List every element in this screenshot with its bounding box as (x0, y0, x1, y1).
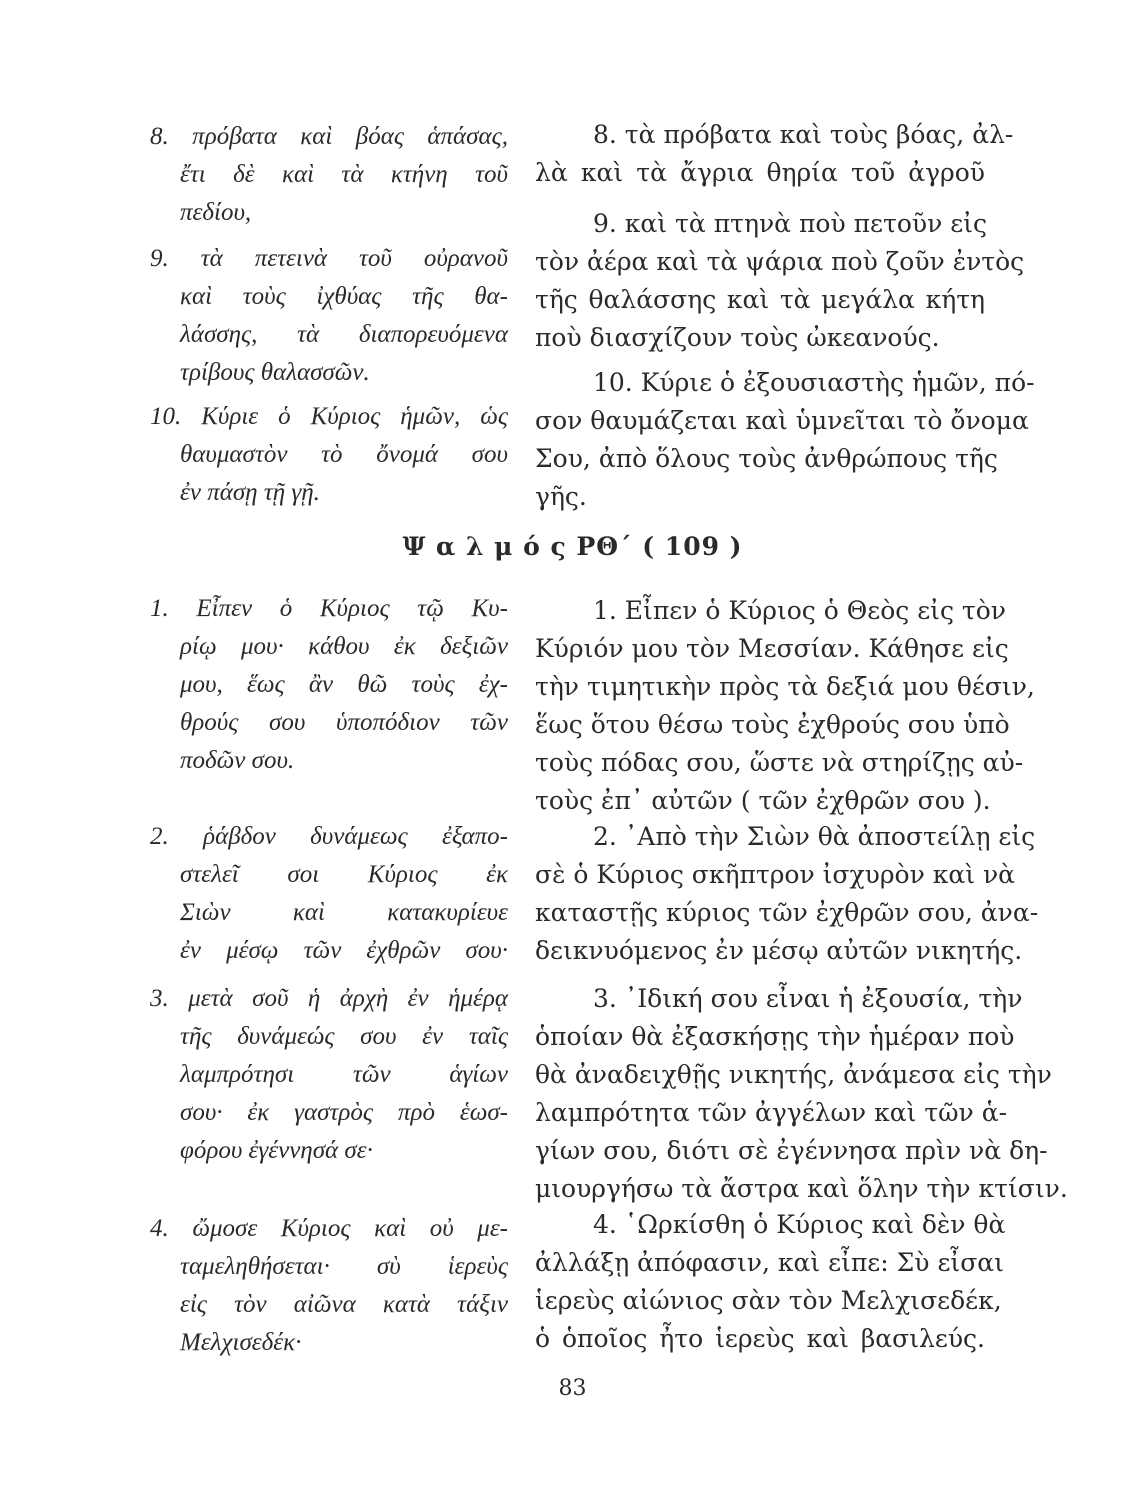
text-line: τὴν τιμητικὴν πρὸς τὰ δεξιά μου θέσιν, (535, 672, 1035, 701)
text-line: λάσσης, τὰ διαπορευόμενα (180, 321, 508, 348)
text-line: σὲ ὁ Κύριος σκῆπτρον ἰσχυρὸν καὶ νὰ (535, 860, 1016, 889)
text-line: Σιὼν καὶ κατακυρίευε (180, 899, 508, 926)
text-line: μου, ἕως ἂν θῶ τοὺς ἐχ- (180, 671, 508, 698)
text-line: ἔτι δὲ καὶ τὰ κτήνη τοῦ (180, 161, 508, 188)
ancient-verse-3 (150, 980, 508, 1170)
text-line: 10. Κύριε ὁ Κύριος ἡμῶν, ὡς (150, 403, 508, 430)
ancient-verse-10 (150, 398, 508, 512)
modern-verse-1 (535, 592, 1035, 820)
text-line: λὰ καὶ τὰ ἄγρια θηρία τοῦ ἀγροῦ (535, 158, 985, 187)
ancient-verse-8 (150, 118, 508, 232)
text-line: Μελχισεδέκ· (180, 1329, 302, 1356)
text-line: ποὺ διασχίζουν τοὺς ὠκεανούς. (535, 323, 940, 352)
ancient-verse-2 (150, 818, 508, 970)
text-line: θὰ ἀναδειχθῇς νικητής, ἀνάμεσα εἰς τὴν (535, 1060, 1052, 1089)
text-line: 2. ᾿Απὸ τὴν Σιὼν θὰ ἀποστείλῃ εἰς (593, 822, 1036, 851)
text-line: γίων σου, διότι σὲ ἐγέννησα πρὶν νὰ δη- (535, 1136, 1048, 1165)
text-line: ταμεληθήσεται· σὺ ἱερεὺς (180, 1253, 508, 1280)
text-line: γῆς. (535, 482, 587, 511)
text-line: 3. ᾿Ιδική σου εἶναι ἡ ἐξουσία, τὴν (593, 984, 1023, 1013)
text-line: σου· ἐκ γαστρὸς πρὸ ἑωσ- (180, 1099, 508, 1126)
text-line: σον θαυμάζεται καὶ ὑμνεῖται τὸ ὄνομα (535, 406, 1029, 435)
text-line: 9. καὶ τὰ πτηνὰ ποὺ πετοῦν εἰς (593, 209, 987, 238)
text-line: 2. ῥάβδον δυνάμεως ἐξαπο- (150, 823, 508, 850)
text-line: θαυμαστὸν τὸ ὄνομά σου (180, 441, 508, 468)
text-line: 10. Κύριε ὁ ἐξουσιαστὴς ἡμῶν, πό- (593, 368, 1035, 397)
text-line: 9. τὰ πετεινὰ τοῦ οὐρανοῦ (150, 245, 508, 272)
text-line: τῆς δυνάμεώς σου ἐν ταῖς (180, 1023, 508, 1050)
text-line: ἐν πάσῃ τῇ γῇ. (180, 479, 320, 506)
modern-verse-9 (535, 205, 1025, 357)
text-line: καὶ τοὺς ἰχθύας τῆς θα- (180, 283, 508, 310)
modern-verse-3 (535, 980, 1068, 1208)
text-line: καταστῇς κύριος τῶν ἐχθρῶν σου, ἀνα- (535, 898, 1039, 927)
text-line: ἕως ὅτου θέσω τοὺς ἐχθρούς σου ὑπὸ (535, 710, 1010, 739)
text-line: μιουργήσω τὰ ἄστρα καὶ ὅλην τὴν κτίσιν. (535, 1174, 1068, 1203)
text-line: ἀλλάξῃ ἀπόφασιν, καὶ εἶπε: Σὺ εἶσαι (535, 1248, 1004, 1277)
text-line: 4. ῾Ωρκίσθη ὁ Κύριος καὶ δὲν θὰ (593, 1210, 1006, 1239)
text-line: Κύριόν μου τὸν Μεσσίαν. Κάθησε εἰς (535, 634, 1009, 663)
text-line: φόρου ἐγέννησά σε· (180, 1137, 373, 1164)
modern-verse-10 (535, 364, 1035, 516)
text-line: 3. μετὰ σοῦ ἡ ἀρχὴ ἐν ἡμέρᾳ (150, 985, 508, 1012)
ancient-verse-4 (150, 1210, 508, 1362)
text-line: ὁποίαν θὰ ἐξασκήσῃς τὴν ἡμέραν ποὺ (535, 1022, 1015, 1051)
ancient-verse-9 (150, 240, 508, 392)
text-line: πεδίου, (180, 199, 252, 226)
text-line: Σου, ἀπὸ ὅλους τοὺς ἀνθρώπους τῆς (535, 444, 998, 473)
text-line: στελεῖ σοι Κύριος ἐκ (180, 861, 508, 888)
modern-verse-8 (535, 116, 1014, 192)
text-line: εἰς τὸν αἰῶνα κατὰ τάξιν (180, 1291, 508, 1318)
text-line: ἱερεὺς αἰώνιος σὰν τὸν Μελχισεδέκ, (535, 1286, 1002, 1315)
text-line: λαμπρότησι τῶν ἁγίων (180, 1061, 508, 1088)
psalm-title: Ψ α λ μ ό ς ΡΘ΄ ( 109 ) (402, 532, 743, 561)
text-line: τοὺς πόδας σου, ὥστε νὰ στηρίζῃς αὐ- (535, 748, 1024, 777)
text-line: 8. πρόβατα καὶ βόας ἁπάσας, (150, 123, 508, 150)
text-line: 1. Εἶπεν ὁ Κύριος ὁ Θεὸς εἰς τὸν (593, 596, 1006, 625)
text-line: τὸν ἀέρα καὶ τὰ ψάρια ποὺ ζοῦν ἐντὸς (535, 247, 1025, 276)
text-line: λαμπρότητα τῶν ἀγγέλων καὶ τῶν ἁ- (535, 1098, 1008, 1127)
text-line: 1. Εἶπεν ὁ Κύριος τῷ Κυ- (150, 595, 508, 622)
text-line: δεικνυόμενος ἐν μέσῳ αὐτῶν νικητής. (535, 936, 1023, 965)
text-line: ἐν μέσῳ τῶν ἐχθρῶν σου· (180, 937, 508, 964)
text-line: ὁ ὁποῖος ἦτο ἱερεὺς καὶ βασιλεύς. (535, 1324, 985, 1353)
modern-verse-2 (535, 818, 1039, 970)
page-number: 83 (558, 1376, 587, 1401)
text-line: 8. τὰ πρόβατα καὶ τοὺς βόας, ἀλ- (593, 120, 1014, 149)
modern-verse-4 (535, 1206, 1006, 1358)
text-line: τρίβους θαλασσῶν. (180, 359, 370, 386)
text-line: ποδῶν σου. (180, 747, 295, 774)
text-line: 4. ὤμοσε Κύριος καὶ οὐ με- (150, 1215, 508, 1242)
text-line: τῆς θαλάσσης καὶ τὰ μεγάλα κήτη (535, 285, 985, 314)
ancient-verse-1 (150, 590, 508, 780)
text-line: ρίῳ μου· κάθου ἐκ δεξιῶν (180, 633, 508, 660)
text-line: τοὺς ἐπ᾽ αὐτῶν ( τῶν ἐχθρῶν σου ). (535, 786, 991, 815)
text-line: θρούς σου ὑποπόδιον τῶν (180, 709, 508, 736)
